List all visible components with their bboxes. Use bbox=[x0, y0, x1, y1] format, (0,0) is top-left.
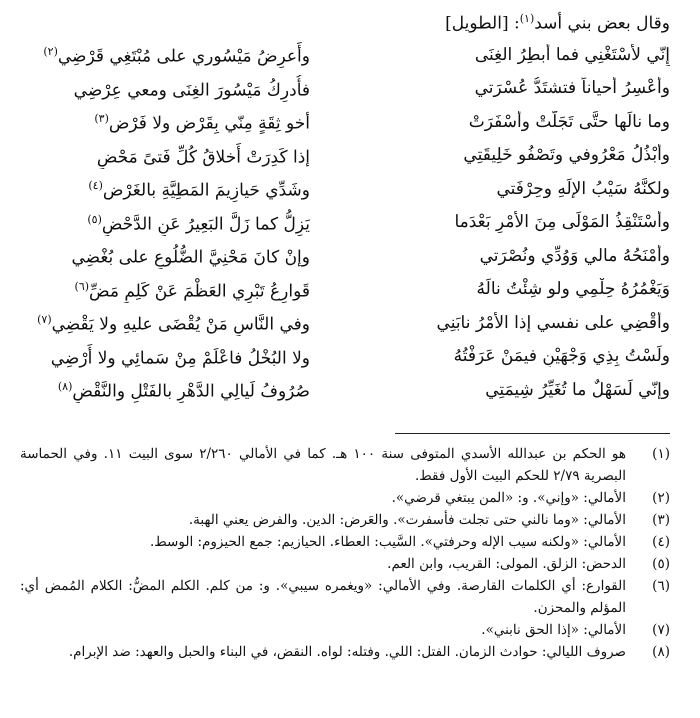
footnote-text: الأمالي: «وما نالني حتى تجلت فأسفرت». والعَرض: الدين. والفرض يعني الهبة. bbox=[188, 512, 626, 528]
verse-text: وشَدِّي حَيازِيمَ المَطِيَّةِ بالغَرْضِ bbox=[102, 181, 310, 202]
footnote-number: (٣) bbox=[652, 512, 670, 528]
footnote-number: (٨) bbox=[652, 644, 670, 660]
footnote-text: الأمالي: «وإني». و: «المن يبتغي قرضي». bbox=[391, 490, 626, 506]
verse-second-hemistich bbox=[20, 343, 310, 370]
footnote-number: (٤) bbox=[652, 534, 670, 550]
verse-second-hemistich bbox=[20, 41, 310, 68]
footnote-ref: (٢) bbox=[43, 45, 58, 59]
poem-verses bbox=[20, 38, 670, 407]
verse-text: فأُدرِكُ مَيْسُورَ الغِنَى ومعي عِرْضِي bbox=[73, 80, 310, 101]
footnotes bbox=[20, 443, 670, 663]
heading-footnote-ref: (١) bbox=[519, 12, 535, 25]
verse-first-hemistich: وما نالَها حتَّى تَجَلَّتْ وأَسْفَرَتْ bbox=[468, 111, 670, 132]
footnote bbox=[20, 641, 670, 663]
footnote-text: القوارع: أي الكلمات القارصة. وفي الأمالي: «ويغمره سيبي». و: من كلم. الكلم المضُّ: الكلام المُمض أي: المؤلم والمحزن. bbox=[20, 578, 626, 616]
verse-second-hemistich bbox=[20, 209, 310, 236]
verse-second-hemistich bbox=[20, 108, 310, 135]
footnote-number: (٥) bbox=[652, 556, 670, 572]
verse-text: ولا البُخْلُ فاعْلَمْ مِنْ سَمائِي ولا أَرْضِي bbox=[50, 348, 310, 369]
footnote bbox=[20, 575, 670, 619]
footnote-ref: (٣) bbox=[94, 112, 109, 126]
verse-text: صُرُوفُ لَيالِي الدَّهْرِ بالفَتْلِ والنَّقْضِ bbox=[72, 382, 310, 403]
footnote bbox=[20, 531, 670, 553]
verse-second-hemistich bbox=[20, 276, 310, 303]
footnote-number: (٧) bbox=[652, 622, 670, 638]
poem-heading bbox=[20, 6, 670, 32]
verse-second-hemistich bbox=[20, 175, 310, 202]
heading-text: وقال بعض بني أسد bbox=[534, 13, 670, 34]
verse-text: يَزِلُّ كما زَلَّ البَعِيرُ عَنِ الدَّحْضِ bbox=[101, 214, 310, 235]
verse-first-hemistich: وأَبْذُلُ مَعْرُوفي وتَصْفُو خَلِيقَتِي bbox=[463, 145, 670, 166]
footnote-ref: (٨) bbox=[57, 380, 73, 394]
verse-row bbox=[20, 139, 670, 173]
footnote bbox=[20, 509, 670, 531]
verse-first-hemistich: ولَسْتُ بِذِي وَجْهَيْنِ فيمَنْ عَرَفْتُهُ bbox=[453, 346, 670, 367]
verse-first-hemistich: وإنّي لَسَهْلٌ ما تُغَيِّرُ شِيمَتِي bbox=[485, 379, 670, 400]
footnote-text: الأمالي: «ولكنه سيب الإله وحرفتي». السَّيب: العطاء. الحيازيم: جمع الحيزوم: الوسط. bbox=[149, 534, 626, 550]
footnote bbox=[20, 619, 670, 641]
verse-text: إذا كَدِرَتْ أَخلاقُ كُلِّ فَتىً مَحْضِ bbox=[96, 147, 310, 168]
footnote-number: (١) bbox=[652, 446, 670, 462]
verse-row bbox=[20, 273, 670, 307]
verse-row bbox=[20, 38, 670, 72]
footnote-text: هو الحكم بن عبدالله الأسدي المتوفى سنة ١٠٠ هـ. كما في الأمالي ٢/٢٦٠ سوى البيت ١١. وفي الحماسة البصرية ٢/٧٩ للحكم البيت الأول فقط. bbox=[20, 446, 626, 484]
verse-second-hemistich bbox=[20, 142, 310, 169]
footnote-text: الدحض: الزلق. المولى: القريب، وابن العم. bbox=[387, 556, 626, 572]
footnote bbox=[20, 487, 670, 509]
verse-second-hemistich bbox=[20, 309, 310, 336]
footnote-text: صروف الليالي: حوادث الزمان. الفتل: اللي. وفتله: لواه. النقض، في البناء والحبل والعهد: ضد الإبرام. bbox=[68, 644, 626, 660]
verse-first-hemistich: وأَمْنَحُهُ مالي وَوُدِّي ونُصْرَتي bbox=[479, 245, 670, 266]
verse-row bbox=[20, 72, 670, 106]
verse-text: أخو ثِقَةٍ مِنّي بِقَرْضٍ ولا فَرْضِ bbox=[108, 114, 310, 135]
verse-text: وأَعرِضُ مَيْسُوري على مُبْتَغِي قَرْضِي bbox=[57, 47, 310, 68]
verse-first-hemistich: إِنّي لأَسْتَغْنِي فما أَبطِرُ الغِنَى bbox=[474, 44, 670, 65]
verse-row bbox=[20, 105, 670, 139]
footnote bbox=[20, 553, 670, 575]
verse-second-hemistich bbox=[20, 376, 310, 403]
footnote-number: (٢) bbox=[652, 490, 670, 506]
footnote-ref: (٤) bbox=[88, 179, 103, 193]
verse-text: وإنْ كانَ مَحْنِيَّ الضُّلُوعِ على بُغْضِي bbox=[71, 248, 310, 269]
verse-row bbox=[20, 172, 670, 206]
footnote-ref: (٧) bbox=[37, 313, 52, 327]
verse-first-hemistich: وأَقْضِي على نفسي إذا الأَمْرُ نابَنِي bbox=[436, 312, 670, 333]
footnote-number: (٦) bbox=[652, 578, 670, 594]
verse-first-hemistich: وأَسْتَنْقِذُ المَوْلَى مِنَ الأَمْرِ بَعْدَما bbox=[454, 212, 670, 233]
verse-first-hemistich: وَيَغْمُرُهُ حِلْمِي ولو شِئْتُ نالَهُ bbox=[476, 279, 670, 300]
footnote-ref: (٦) bbox=[74, 279, 90, 293]
footnote-divider bbox=[395, 433, 670, 434]
verse-first-hemistich: وأَعْسِرُ أَحياناً فتشتَدُّ عُسْرَتي bbox=[474, 78, 670, 99]
verse-row bbox=[20, 206, 670, 240]
verse-row bbox=[20, 239, 670, 273]
verse-row bbox=[20, 373, 670, 407]
footnote-text: الأمالي: «إذا الحق نابني». bbox=[481, 622, 626, 638]
verse-row bbox=[20, 306, 670, 340]
footnote bbox=[20, 443, 670, 487]
verse-second-hemistich bbox=[20, 75, 310, 102]
verse-second-hemistich bbox=[20, 242, 310, 269]
verse-text: قَوارِعُ تَبْرِي العَظْمَ عَنْ كَلِمٍ مَضِّ bbox=[89, 281, 310, 302]
heading-meter: : [الطويل] bbox=[445, 13, 520, 34]
verse-first-hemistich: ولكنَّهُ سَيْبُ الإلَهِ وحِرْفَتي bbox=[496, 178, 670, 199]
verse-text: وفي النَّاسِ مَنْ يُقْضَى عليهِ ولا يَقْضِي bbox=[51, 315, 310, 336]
footnote-ref: (٥) bbox=[87, 212, 102, 226]
verse-row bbox=[20, 340, 670, 374]
